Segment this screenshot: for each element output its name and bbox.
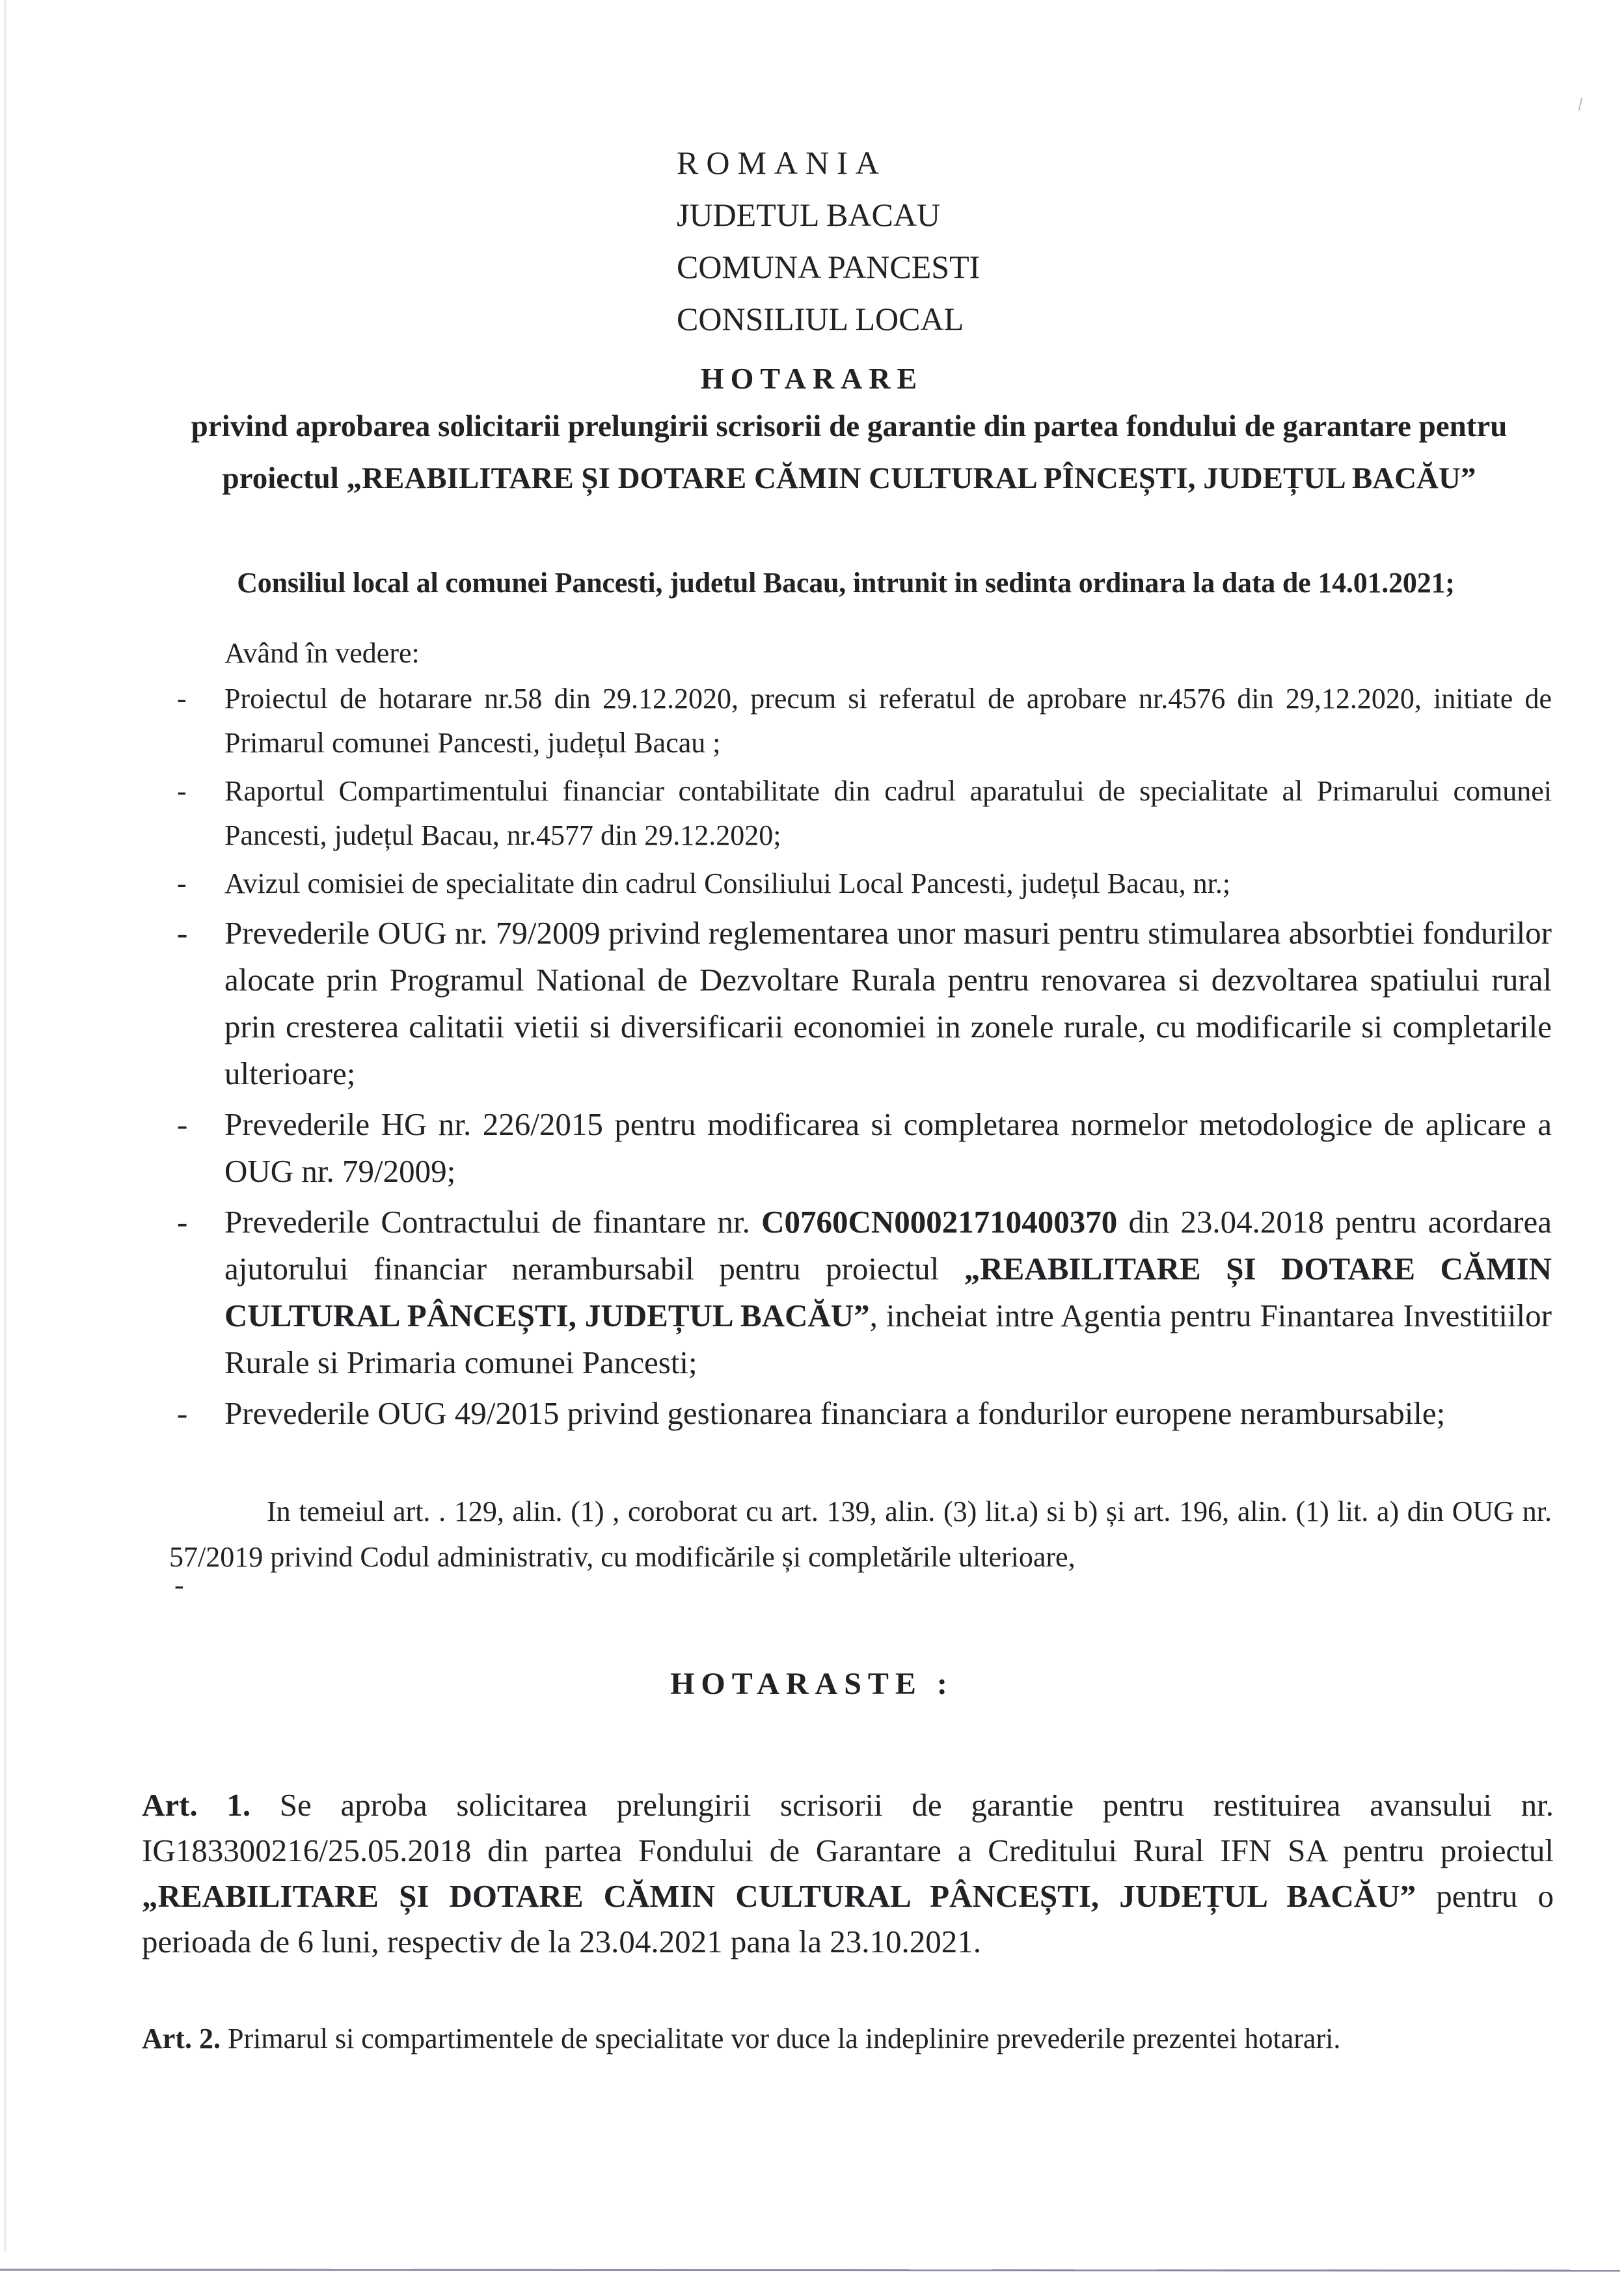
document-header <box>677 137 980 345</box>
project-name: „REABILITARE ȘI DOTARE CĂMIN CULTURAL PÂNCEȘTI, JUDEȚUL BACĂU” <box>224 1251 1552 1333</box>
consideration-text: , incheiat intre Agentia pentru Finantarea Investitiilor Rurale si Primaria comunei Pancesti; <box>224 1298 1552 1380</box>
article-label: Art. 2. <box>142 2023 221 2054</box>
consideration-item <box>169 1199 1552 1386</box>
article-text: Se aproba solicitarea prelungirii scrisorii de garantie pentru restituirea avansului nr. IG183300216/25.05.2018 din partea Fondului de Garantare a Creditului Rural IFN SA pentru proiectul <box>142 1787 1554 1868</box>
consideration-item <box>169 910 1552 1097</box>
article-label: Art. 1. <box>142 1787 251 1823</box>
scan-page-edge <box>4 0 7 2252</box>
session-statement: Consiliul local al comunei Pancesti, judetul Bacau, intrunit in sedinta ordinara la data de 14.01.2021; <box>237 567 1455 599</box>
bullet-dash: - <box>174 1569 184 1601</box>
article-2 <box>142 2017 1554 2061</box>
consideration-text: Avizul comisiei de specialitate din cadrul Consiliului Local Pancesti, județul Bacau, nr.; <box>224 867 1231 899</box>
consideration-item <box>169 677 1552 765</box>
considerations-intro: Având în vedere: <box>224 637 420 669</box>
scan-mark <box>1578 98 1582 111</box>
consideration-text: Prevederile HG nr. 226/2015 pentru modificarea si completarea normelor metodologice de aplicare a OUG nr. 79/2009; <box>224 1106 1552 1189</box>
header-council: CONSILIUL LOCAL <box>677 301 964 337</box>
bullet-dash: - <box>177 1395 188 1431</box>
document-subtitle: privind aprobarea solicitarii prelungirii scrisorii de garantie din partea fondului de garantare pentru proiectul „REABILITARE ȘI DOTARE CĂMIN CULTURAL PÎNCEȘTI, JUDEȚUL BACĂU” <box>191 409 1508 495</box>
bullet-dash: - <box>177 1204 188 1240</box>
article-text: pentru o perioada de 6 luni, respectiv de la 23.04.2021 pana la 23.10.2021. <box>142 1878 1554 1959</box>
consideration-text: Raportul Compartimentului financiar contabilitate din cadrul aparatului de specialitate al Primarului comunei Pancesti, județul Bacau, nr.4577 din 29.12.2020; <box>224 775 1552 851</box>
consideration-text: Proiectul de hotarare nr.58 din 29.12.2020, precum si referatul de aprobare nr.4576 din 29,12.2020, initiate de Primarul comunei Pancesti, județul Bacau ; <box>224 683 1552 759</box>
consideration-item <box>169 1390 1552 1437</box>
consideration-text: din 23.04.2018 pentru acordarea ajutorului financiar nerambursabil pentru proiectul <box>224 1204 1552 1287</box>
header-country: ROMANIA <box>677 144 887 181</box>
project-name: „REABILITARE ȘI DOTARE CĂMIN CULTURAL PÂNCEȘTI, JUDEȚUL BACĂU” <box>142 1878 1416 1914</box>
consideration-item <box>169 1101 1552 1195</box>
bullet-dash: - <box>177 867 187 899</box>
header-county: JUDETUL BACAU <box>677 197 941 233</box>
bullet-dash: - <box>177 1106 188 1142</box>
legal-basis: In temeiul art. . 129, alin. (1) , coroborat cu art. 139, alin. (3) lit.a) si b) și art. 196, alin. (1) lit. a) din OUG nr. 57/2019 privind Codul administrativ, cu modificările și completările ulterioare, <box>169 1495 1552 1573</box>
contract-number: C0760CN00021710400370 <box>761 1204 1118 1240</box>
scan-page-edge-bottom <box>0 2269 1620 2271</box>
consideration-item <box>169 862 1552 906</box>
decision-heading: HOTARASTE : <box>670 1667 954 1701</box>
considerations-list <box>169 677 1552 1441</box>
consideration-item <box>169 769 1552 858</box>
article-1 <box>142 1782 1554 1965</box>
bullet-dash: - <box>177 683 187 715</box>
bullet-dash: - <box>177 915 188 951</box>
legal-basis-block <box>169 1489 1552 1580</box>
consideration-text: Prevederile Contractului de finantare nr. <box>224 1204 762 1240</box>
consideration-text: Prevederile OUG nr. 79/2009 privind reglementarea unor masuri pentru stimularea absorbtiei fondurilor alocate prin Programul National de Dezvoltare Rurala pentru renovarea si dezvoltarea spatiului rural prin cresterea calitatii vietii si diversificarii economiei in zonele rurale, cu modificarile si completarile ulterioare; <box>224 915 1552 1091</box>
bullet-dash: - <box>177 775 187 807</box>
header-commune: COMUNA PANCESTI <box>677 249 981 285</box>
article-text: Primarul si compartimentele de specialitate vor duce la indeplinire prevederile prezentei hotarari. <box>220 2023 1341 2054</box>
consideration-text: Prevederile OUG 49/2015 privind gestionarea financiara a fondurilor europene nerambursabile; <box>224 1395 1446 1431</box>
document-title: HOTARARE <box>700 362 924 395</box>
